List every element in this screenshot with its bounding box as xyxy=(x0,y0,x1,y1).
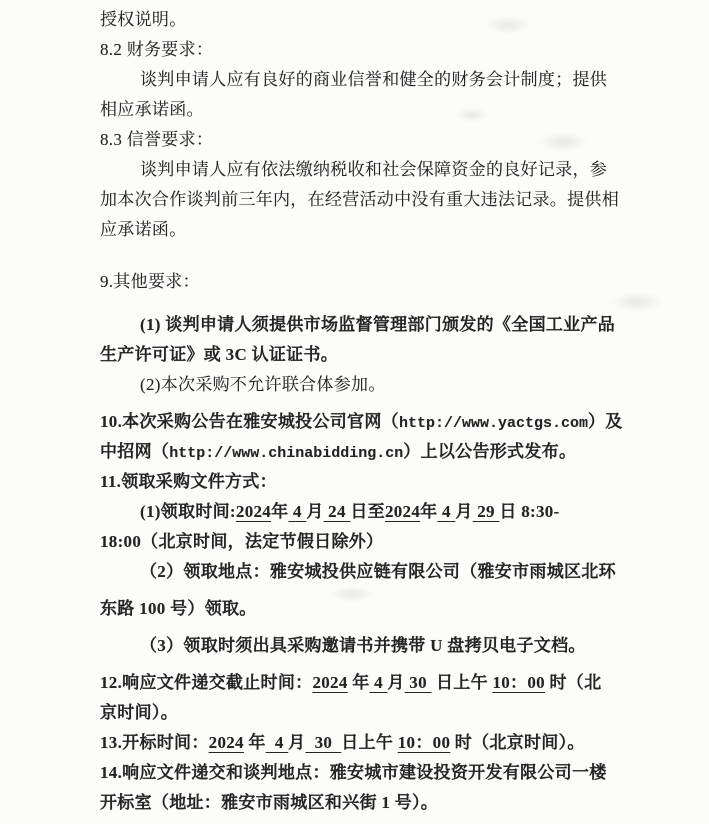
underlined-fill-in-value: 2024 xyxy=(235,502,272,521)
text-run: 加本次合作谈判前三年内，在经营活动中没有重大违法记录。提供相 xyxy=(100,190,619,209)
document-line xyxy=(100,594,617,624)
document-line xyxy=(100,728,617,758)
document-line xyxy=(100,5,617,35)
url-text: http://www.yactgs.com xyxy=(398,415,588,432)
underlined-fill-in-value: 10：00 xyxy=(492,673,545,692)
text-run: 相应承诺函。 xyxy=(100,100,204,119)
document-line xyxy=(100,668,617,698)
text-run: 10.本次采购公告在雅安城投公司官网（ xyxy=(100,412,399,431)
underlined-fill-in-value: 4 xyxy=(265,733,289,752)
text-run: （3）领取时须出具采购邀请书并携带 U 盘拷贝电子文档。 xyxy=(140,636,586,655)
text-run: 8.3 信誉要求： xyxy=(100,130,214,149)
text-run: 授权说明。 xyxy=(100,10,187,29)
document-line xyxy=(100,155,617,185)
underlined-fill-in-value: 30 xyxy=(404,673,432,692)
document-line xyxy=(100,310,617,340)
underlined-fill-in-value: 4 xyxy=(437,502,456,521)
text-run: 月 xyxy=(306,502,324,521)
text-run: (1) 谈判申请人须提供市场监督管理部门颁发的《全国工业产品 xyxy=(140,315,616,334)
document-line xyxy=(100,437,617,467)
text-run: 时（北京时间）。 xyxy=(450,733,585,752)
document-line xyxy=(100,65,617,95)
document-line xyxy=(100,527,617,557)
underlined-fill-in-value: 30 xyxy=(305,733,342,752)
text-run: 东路 100 号）领取。 xyxy=(100,599,257,618)
document-line xyxy=(100,631,617,661)
text-run: (1)领取时间: xyxy=(140,502,236,521)
text-run: 年 xyxy=(420,502,438,521)
text-run: 年 xyxy=(271,502,289,521)
text-run: 时（北 xyxy=(544,673,602,692)
document-line xyxy=(100,340,617,370)
document-line xyxy=(100,758,617,788)
underlined-fill-in-value: 2024 xyxy=(208,733,244,752)
text-run: 12.响应文件递交截止时间： xyxy=(100,673,313,692)
document-line xyxy=(100,267,617,297)
text-run: 月 xyxy=(387,673,405,692)
underlined-fill-in-value: 24 xyxy=(323,502,351,521)
text-run: 14.响应文件递交和谈判地点：雅安城市建设投资开发有限公司一楼 xyxy=(100,763,607,782)
document-line xyxy=(100,788,617,818)
text-run: 京时间）。 xyxy=(100,703,178,722)
underlined-fill-in-value: 4 xyxy=(288,502,307,521)
text-run: 日 8:30- xyxy=(499,502,560,521)
underlined-fill-in-value: 2024 xyxy=(384,502,421,521)
document-line xyxy=(100,185,617,215)
text-run: 9.其他要求： xyxy=(100,272,200,291)
text-run: 年 xyxy=(243,733,266,752)
underlined-fill-in-value: 29 xyxy=(472,502,500,521)
underlined-fill-in-value: 10：00 xyxy=(397,733,451,752)
document-line xyxy=(100,125,617,155)
text-run: 谈判申请人应有依法缴纳税收和社会保障资金的良好记录，参 xyxy=(140,160,608,179)
underlined-fill-in-value: 4 xyxy=(369,673,388,692)
text-run: 月 xyxy=(455,502,473,521)
document-line xyxy=(100,95,617,125)
text-run: 8.2 财务要求： xyxy=(100,40,214,59)
text-run: 日上午 xyxy=(341,733,398,752)
document-line xyxy=(100,215,617,245)
text-run: 生产许可证》或 3C 认证证书。 xyxy=(100,345,339,364)
document-line xyxy=(100,497,617,527)
document-line xyxy=(100,557,617,587)
underlined-fill-in-value: 2024 xyxy=(312,673,348,692)
text-run: (2)本次采购不允许联合体参加。 xyxy=(140,375,386,394)
text-run: 谈判申请人应有良好的商业信誉和健全的财务会计制度；提供 xyxy=(140,70,608,89)
text-run: 开标室（地址：雅安市雨城区和兴街 1 号）。 xyxy=(100,793,439,812)
text-run: 中招网（ xyxy=(100,442,170,461)
text-run: 18:00（北京时间，法定节假日除外） xyxy=(100,532,384,551)
url-text: http://www.chinabidding.cn xyxy=(169,445,404,462)
text-run: （2）领取地点：雅安城投供应链有限公司（雅安市雨城区北环 xyxy=(140,562,616,581)
document-line xyxy=(100,370,617,400)
text-run: 日至 xyxy=(350,502,385,521)
text-run: 日上午 xyxy=(431,673,493,692)
text-run: 应承诺函。 xyxy=(100,220,187,239)
text-run: ）上以公告形式发布。 xyxy=(403,442,577,461)
document-line xyxy=(100,35,617,65)
document-line xyxy=(100,407,623,437)
text-run: 13.开标时间： xyxy=(100,733,209,752)
text-run: 年 xyxy=(347,673,370,692)
text-run: ）及 xyxy=(587,412,623,431)
document-line xyxy=(100,467,617,497)
text-run: 11.领取采购文件方式： xyxy=(100,472,277,491)
text-run: 月 xyxy=(288,733,306,752)
document-line xyxy=(100,698,617,728)
